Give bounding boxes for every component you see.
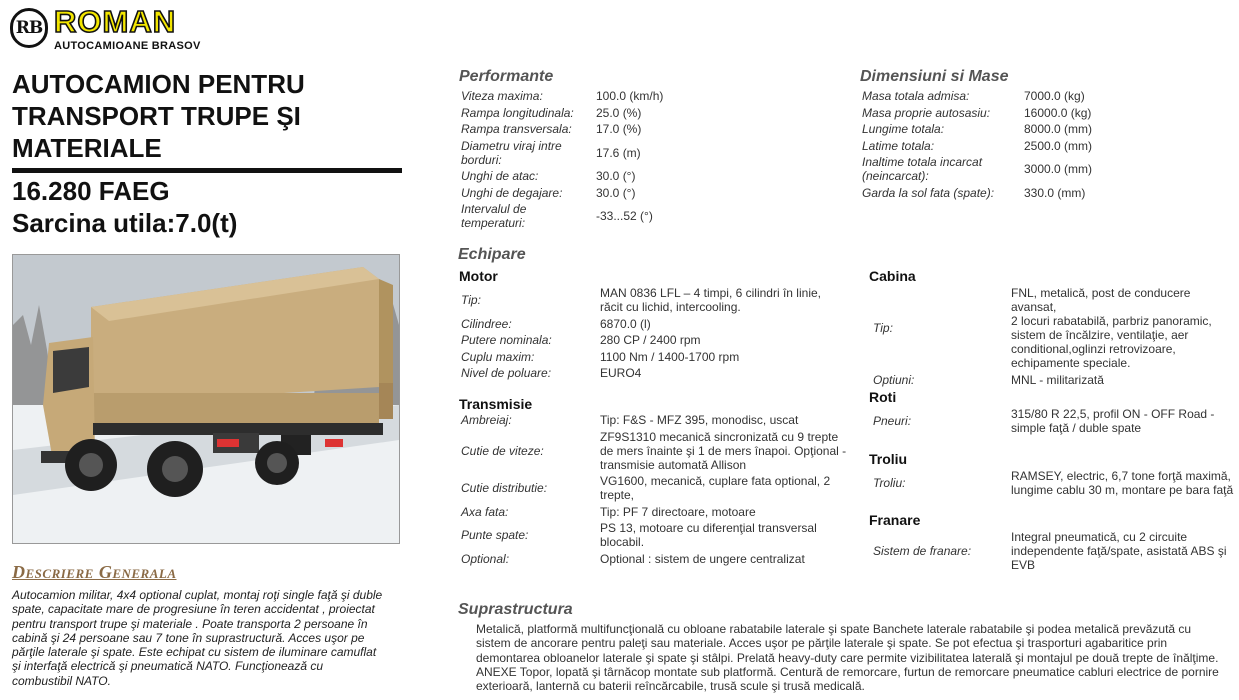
spec-value: 315/80 R 22,5, profil ON - OFF Road - simple faţă / duble spate (1011, 407, 1215, 435)
spec-value: 17.6 (m) (596, 145, 641, 160)
superstructure-heading: Suprastructura (458, 601, 573, 618)
spec-label: Garda la sol fata (spate): (862, 185, 995, 200)
transmission-heading: Transmisie (459, 396, 533, 412)
spec-row (873, 373, 1239, 387)
spec-label: Axa fata: (461, 504, 509, 519)
spec-row (461, 366, 862, 380)
winch-heading: Troliu (869, 451, 908, 467)
motor-heading: Motor (459, 268, 498, 284)
spec-value: 30.0 (°) (596, 169, 636, 183)
spec-row (461, 139, 796, 167)
wheels-table (873, 407, 1239, 438)
brakes-table (873, 530, 1239, 575)
spec-value: ZF9S1310 mecanică sincronizată cu 9 trepte de mers înainte şi 1 de mers înapoi. Opţional - transmisie automată Allison (600, 429, 847, 472)
spec-label: Punte spate: (461, 528, 529, 542)
spec-label: Unghi de atac: (461, 169, 539, 183)
description-text: Autocamion militar, 4x4 optional cuplat, montaj roţi single faţă şi duble spate, capacitate mare de progresiune în teren accidentat , proiectat pentru transport trupe şi materiale . Poate transporta 2 persoane în cabină şi 24 persoane sau 7 tone în suprastructură. Acces uşor pe părţile laterale şi spate. Este echipat cu sistem de iluminare camuflat şi interfaţă electrică şi pneumatică NATO. Funcţionează cu combustibil NATO. (12, 588, 383, 688)
dimensions-table (862, 89, 1224, 202)
spec-row (862, 122, 1224, 136)
logo-subtitle: AUTOCAMIOANE BRASOV (54, 40, 201, 52)
cabin-heading: Cabina (869, 268, 916, 284)
logo-emblem: RB (10, 8, 48, 48)
spec-row (461, 474, 862, 502)
spec-row (461, 286, 862, 314)
performance-table (461, 89, 796, 233)
spec-row (862, 106, 1224, 120)
spec-value: Tip: F&S - MFZ 395, monodisc, uscat (600, 413, 799, 427)
spec-value: 7000.0 (kg) (1024, 89, 1085, 103)
spec-label: Diametru viraj intre borduri: (461, 138, 562, 167)
wheels-heading: Roti (869, 389, 897, 405)
spec-value: 2500.0 (mm) (1024, 138, 1093, 153)
spec-value: RAMSEY, electric, 6,7 tone forţă maximă, lungime cablu 30 m, montare pe bara faţă (1011, 469, 1234, 497)
equipment-heading: Echipare (458, 246, 526, 263)
spec-value: PS 13, motoare cu diferenţial transversal blocabil. (600, 521, 817, 549)
spec-row (461, 430, 862, 472)
spec-row (461, 413, 862, 427)
spec-row (461, 317, 862, 331)
spec-row (461, 122, 796, 136)
truck-photo (12, 254, 400, 544)
truck-illustration (13, 255, 399, 543)
spec-label: Rampa transversala: (461, 122, 572, 136)
spec-value: 17.0 (%) (596, 122, 642, 136)
spec-row (461, 505, 862, 519)
spec-value: 3000.0 (mm) (1024, 162, 1093, 176)
spec-value: FNL, metalică, post de conducere avansat, 2 locuri rabatabilă, parbriz panoramic, sistem de încălzire, ventilaţie, aer conditional,oglinzi retrovizoare, echipamente speciale. (1011, 286, 1212, 370)
spec-label: Masa totala admisa: (862, 89, 970, 103)
spec-value: EURO4 (600, 366, 642, 380)
spec-label: Optional: (461, 551, 510, 566)
spec-row (461, 169, 796, 183)
spec-value: MAN 0836 LFL – 4 timpi, 6 cilindri în linie, răcit cu lichid, intercooling. (600, 286, 821, 314)
spec-row (862, 186, 1224, 200)
spec-value: 330.0 (mm) (1024, 185, 1086, 200)
winch-table (873, 469, 1239, 500)
spec-row (862, 155, 1224, 183)
spec-row (873, 469, 1239, 497)
spec-value: 16000.0 (kg) (1024, 105, 1092, 120)
spec-row (461, 202, 796, 230)
spec-value: 1100 Nm / 1400-1700 rpm (600, 349, 740, 364)
spec-label: Optiuni: (873, 372, 915, 387)
spec-row (461, 552, 862, 566)
spec-value: Integral pneumatică, cu 2 circuite independente faţă/spate, asistată ABS şi EVB (1011, 530, 1227, 572)
title-divider (12, 168, 402, 173)
spec-row (461, 350, 862, 364)
spec-label: Masa proprie autosasiu: (862, 105, 991, 120)
spec-row (461, 106, 796, 120)
spec-label: Viteza maxima: (461, 89, 543, 103)
spec-label: Sistem de franare: (873, 544, 972, 558)
spec-label: Putere nominala: (461, 333, 552, 347)
spec-row (873, 407, 1239, 435)
model-name: 16.280 FAEG (12, 176, 170, 206)
spec-label: Ambreiaj: (461, 413, 512, 427)
spec-label: Cilindree: (461, 316, 512, 331)
spec-label: Intervalul de temperaturi: (461, 202, 527, 230)
spec-value: -33...52 (°) (596, 209, 653, 223)
spec-value: 8000.0 (mm) (1024, 122, 1093, 136)
spec-row (873, 286, 1239, 370)
spec-label: Pneuri: (873, 414, 912, 428)
description-heading: Descriere Generala (12, 562, 177, 582)
spec-row (873, 530, 1239, 572)
spec-row (461, 186, 796, 200)
dimensions-heading: Dimensiuni si Mase (860, 68, 1009, 85)
spec-value: Tip: PF 7 directoare, motoare (600, 504, 756, 519)
spec-label: Inaltime totala incarcat (neincarcat): (862, 155, 983, 183)
spec-label: Lungime totala: (862, 122, 945, 136)
spec-label: Latime totala: (862, 138, 935, 153)
performance-heading: Performante (459, 68, 554, 85)
transmission-table (461, 413, 862, 568)
spec-value: Optional : sistem de ungere centralizat (600, 551, 805, 566)
spec-label: Nivel de poluare: (461, 366, 552, 380)
spec-value: 30.0 (°) (596, 185, 636, 200)
logo-wordmark: ROMAN (54, 4, 177, 39)
motor-table (461, 286, 862, 383)
spec-row (461, 521, 862, 549)
cabin-table (873, 286, 1239, 389)
spec-value: 100.0 (km/h) (596, 89, 664, 103)
spec-label: Tip: (873, 321, 893, 335)
brakes-heading: Franare (869, 512, 921, 528)
spec-value: 25.0 (%) (596, 105, 642, 120)
spec-label: Cutie de viteze: (461, 443, 544, 458)
payload-capacity: Sarcina utila:7.0(t) (12, 208, 238, 238)
spec-label: Cuplu maxim: (461, 349, 535, 364)
spec-row (862, 139, 1224, 153)
spec-row (862, 89, 1224, 103)
spec-value: MNL - militarizată (1011, 372, 1104, 387)
spec-value: 6870.0 (l) (600, 316, 651, 331)
spec-row (461, 333, 862, 347)
company-logo[interactable] (10, 4, 220, 56)
page-title: AUTOCAMION PENTRU TRANSPORT TRUPE ŞI MATERIALE (12, 69, 305, 163)
spec-label: Unghi de degajare: (461, 185, 563, 200)
superstructure-text: Metalică, platformă multifuncţională cu obloane rabatabile laterale şi spate Banchete laterale rabatabile şi podea metalică prevăzută cu sistem de ancorare pentru paleţi sau materiale. Acces uşor pe părţile laterale şi spate. Se pot efectua şi trasporturi agabaritice prin demontarea obloanelor laterale şi spate şi stâlpi. Prelată heavy-duty care permite vizibilitatea laterală şi montajul pe două trepte de înălţime. ANEXE Topor, lopată şi târnăcop montate sub platformă. Centură de remorcare, furtun de remorcare pneumatice cabluri electrice de pornire exterioară, lanternă cu baterii reîncărcabile, trusă scule şi trusă medicală. (476, 622, 1219, 694)
spec-value: 280 CP / 2400 rpm (600, 333, 701, 347)
spec-label: Cutie distributie: (461, 481, 548, 495)
spec-value: VG1600, mecanică, cuplare fata optional, 2 trepte, (600, 474, 831, 502)
spec-label: Troliu: (873, 476, 906, 490)
spec-row (461, 89, 796, 103)
spec-label: Rampa longitudinala: (461, 105, 574, 120)
spec-label: Tip: (461, 293, 481, 307)
